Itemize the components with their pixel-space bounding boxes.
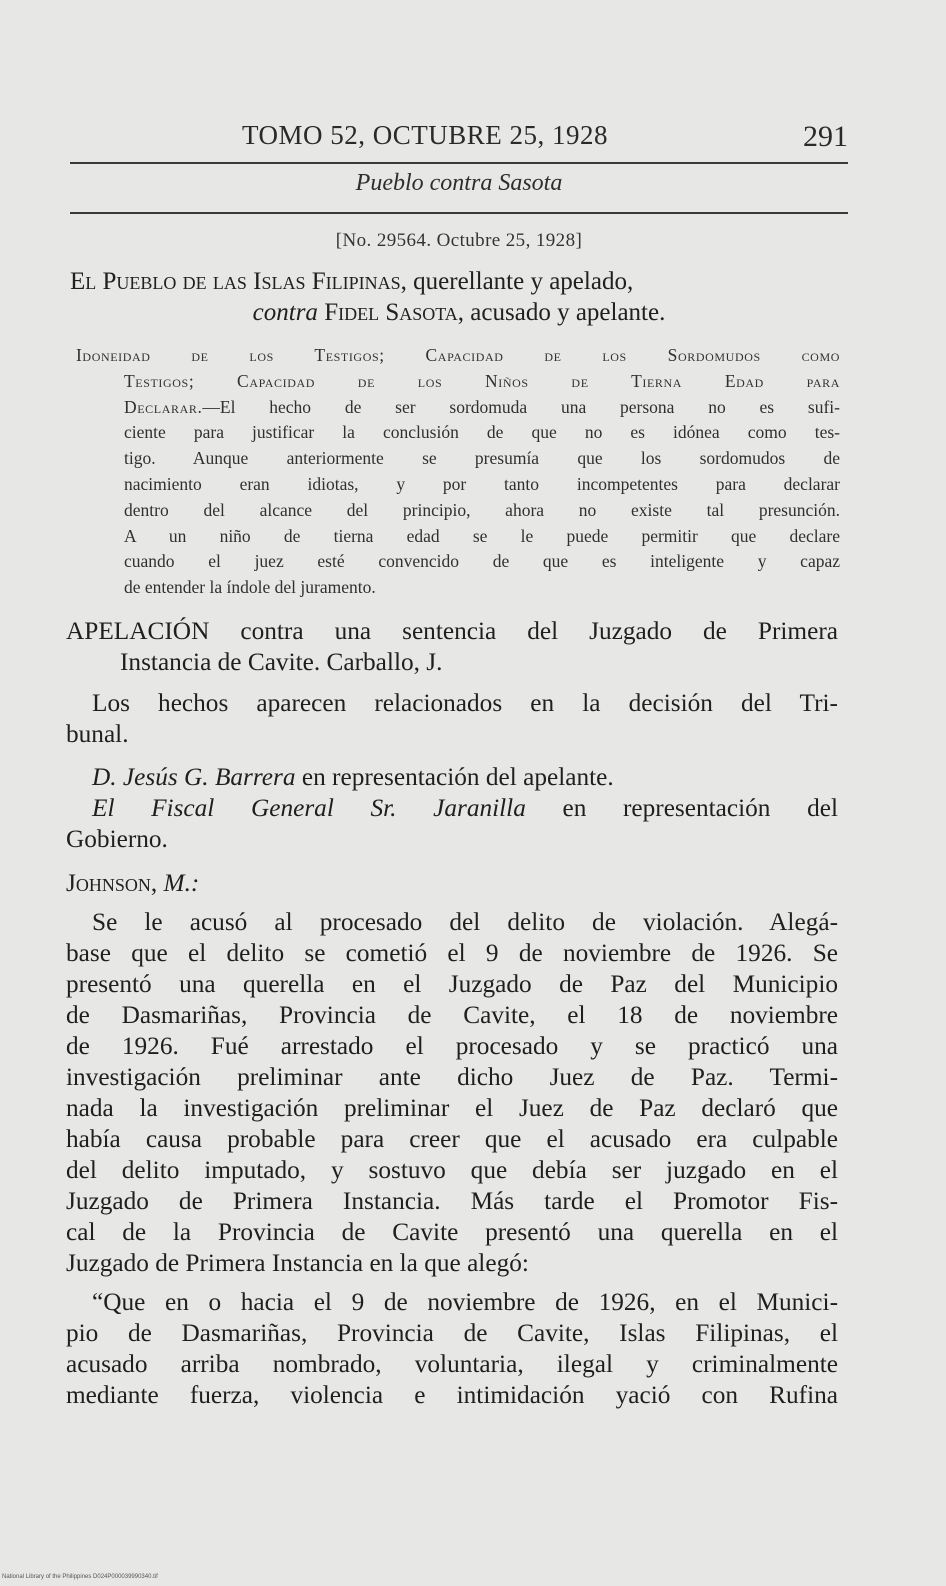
government-counsel-name: El Fiscal General Sr. Jaranilla — [92, 794, 526, 822]
facts-statement — [66, 688, 838, 750]
running-title: TOMO 52, OCTUBRE 25, 1928 — [242, 120, 609, 150]
paragraph-line: cal de la Provincia de Cavite presentó una querella en el — [66, 1218, 838, 1246]
opinion-author — [66, 868, 838, 899]
appeal-statement — [66, 616, 838, 678]
author-name: Johnson, — [66, 869, 158, 897]
paragraph-line: de Dasmariñas, Provincia de Cavite, el 18 de noviembre — [66, 1001, 838, 1029]
counsel-government — [66, 793, 838, 824]
syllabus-text: —El hecho de ser sordomuda una persona no es sufi- — [202, 396, 840, 417]
appeal-line: APELACIÓN contra una sentencia del Juzgado de Primera — [66, 617, 838, 645]
author-title: M.: — [157, 869, 200, 897]
opinion-paragraph-1 — [66, 907, 838, 1279]
facts-line: Los hechos aparecen relacionados en la decisión del Tri- — [92, 689, 838, 717]
syllabus-line — [76, 395, 840, 421]
syllabus-line: nacimiento eran idiotas, y por tanto incompetentes para declarar — [124, 473, 840, 494]
paragraph-line: “Que en o hacia el 9 de noviembre de 1926, en el Munici- — [92, 1288, 838, 1316]
syllabus — [76, 343, 840, 601]
case-running-title: Pueblo contra Sasota — [355, 170, 563, 196]
syllabus-line: cuando el juez esté convencido de que es inteligente y capaz — [124, 551, 840, 572]
counsel-appellant — [66, 762, 838, 793]
syllabus-line: ciente para justificar la conclusión de que no es idónea como tes- — [124, 422, 840, 443]
paragraph-line: Juzgado de Primera Instancia. Más tarde el Promotor Fis- — [66, 1187, 838, 1215]
syllabus-line: dentro del alcance del principio, ahora no existe tal presunción. — [124, 499, 840, 520]
case-caption-line-2 — [70, 299, 848, 327]
opinion-paragraph-2 — [66, 1287, 838, 1411]
appeal-line: Instancia de Cavite. Carballo, J. — [120, 648, 443, 676]
syllabus-line: de entender la índole del juramento. — [124, 577, 376, 598]
digitization-footer: National Library of the Philippines D024P000039990340.tif — [2, 1574, 158, 1580]
paragraph-line: acusado arriba nombrado, voluntaria, ilegal y criminalmente — [66, 1350, 838, 1378]
defendant-role: acusado y apelante. — [470, 299, 666, 326]
syllabus-line: tigo. Aunque anteriormente se presumía que los sordomudos de — [124, 448, 840, 469]
syllabus-topic: Testigos; Capacidad de los Niños de Tierna Edad para — [124, 370, 840, 391]
paragraph-line: investigación preliminar ante dicho Juez de Paz. Termi- — [66, 1063, 838, 1091]
government-counsel-role: en representación del — [525, 794, 838, 822]
paragraph-line: presentó una querella en el Juzgado de Paz del Municipio — [66, 970, 838, 998]
counsel-section — [66, 762, 838, 855]
paragraph-line: de 1926. Fué arrestado el procesado y se practicó una — [66, 1032, 838, 1060]
docket-number: [No. 29564. Octubre 25, 1928] — [335, 230, 583, 251]
paragraph-line: nada la investigación preliminar el Juez de Paz declaró que — [66, 1094, 838, 1122]
appellant-counsel-name: D. Jesús G. Barrera — [92, 763, 296, 791]
page-number: 291 — [803, 120, 848, 153]
defendant-name: Fidel Sasota, — [324, 299, 465, 326]
paragraph-line: Juzgado de Primera Instancia en la que alegó: — [66, 1249, 529, 1277]
paragraph-line: Se le acusó al procesado del delito de violación. Alegá- — [92, 908, 838, 936]
running-header — [68, 120, 848, 160]
header-rule-bottom — [70, 212, 848, 214]
facts-line: bunal. — [66, 720, 129, 748]
appellant-counsel-role: en representación del apelante. — [295, 763, 614, 791]
paragraph-line: mediante fuerza, violencia e intimidación yació con Rufina — [66, 1381, 838, 1409]
paragraph-line: del delito imputado, y sostuvo que debía ser juzgado en el — [66, 1156, 838, 1184]
syllabus-topic: Idoneidad de los Testigos; Capacidad de los Sordomudos como — [76, 345, 840, 365]
case-caption-line-1 — [70, 268, 848, 296]
paragraph-line: había causa probable para creer que el acusado era culpable — [66, 1125, 838, 1153]
plaintiff-role: querellante y apelado, — [413, 268, 634, 295]
header-rule-top — [70, 162, 848, 164]
paragraph-line: pio de Dasmariñas, Provincia de Cavite, Islas Filipinas, el — [66, 1319, 838, 1347]
paragraph-line: base que el delito se cometió el 9 de noviembre de 1926. Se — [66, 939, 838, 967]
versus-label: contra — [252, 299, 318, 326]
author-line — [66, 868, 838, 899]
syllabus-line: A un niño de tierna edad se le puede permitir que declare — [124, 525, 840, 546]
syllabus-topic: Declarar. — [124, 396, 203, 417]
plaintiff-name: El Pueblo de las Islas Filipinas, — [70, 268, 407, 295]
counsel-government-cont: Gobierno. — [66, 825, 168, 853]
